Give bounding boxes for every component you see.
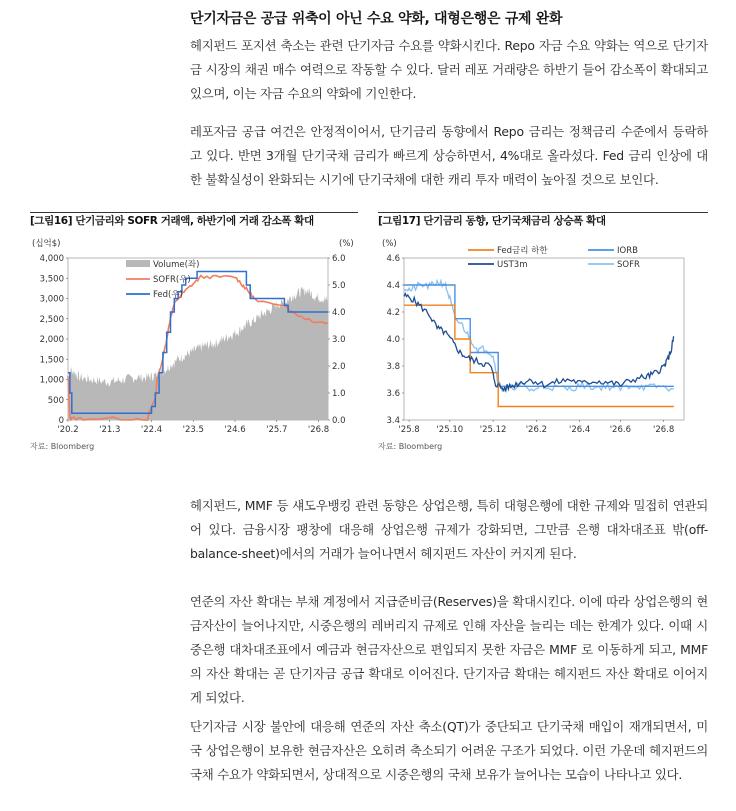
y-right-tick-label: 4.0	[332, 308, 346, 318]
y-tick-label: 3.4	[386, 416, 400, 426]
legend-label: Volume(좌)	[153, 260, 200, 270]
x-tick-label: '25.12	[479, 425, 507, 435]
x-tick-label: '26.8	[307, 425, 330, 435]
figure16-left-unit: (십억$)	[32, 239, 61, 249]
paragraph-top-1: 헤지펀드 포지션 축소는 관련 단기자금 수요를 약화시킨다. Repo 자금 수요 약화는 역으로 단기자금 시장의 채권 매수 여력으로 작동할 수 있다. 달러 레포 거래량은 하반기 들어 감소폭이 확대되고 있으며, 이는 자금 수요의 약화에 기인한다.	[190, 38, 708, 101]
y-left-tick-label: 3,500	[39, 274, 64, 285]
figure16-chart	[30, 230, 360, 440]
x-tick-label: '22.4	[140, 425, 163, 435]
y-left-tick-label: 1,500	[39, 355, 64, 366]
x-tick-label: '25.8	[398, 425, 420, 435]
x-tick-label: '25.7	[266, 425, 288, 435]
x-tick-label: '24.6	[224, 425, 246, 435]
x-tick-label: '20.2	[57, 425, 79, 435]
legend-label: SOFR(우)	[153, 275, 191, 285]
y-left-tick-label: 500	[47, 395, 64, 406]
figure16-source: 자료: Bloomberg	[30, 442, 95, 451]
figure17-chart	[378, 230, 708, 440]
y-left-tick-label: 2,500	[39, 314, 64, 325]
y-right-tick-label: 2.0	[332, 362, 346, 372]
section-heading: 단기자금은 공급 위축이 아닌 수요 약화, 대형은행은 규제 완화	[190, 11, 563, 27]
y-tick-label: 4.2	[386, 308, 400, 318]
legend-label: Fed(우)	[153, 290, 183, 300]
figure17-title: [그림17] 단기금리 동향, 단기국채금리 상승폭 확대	[378, 215, 606, 227]
y-tick-label: 3.8	[386, 362, 400, 372]
y-left-tick-label: 0	[58, 416, 64, 426]
y-right-tick-label: 5.0	[332, 281, 346, 291]
x-tick-label: '26.4	[569, 425, 591, 435]
x-tick-label: '23.5	[182, 425, 204, 435]
legend-label: IORB	[617, 246, 638, 256]
paragraph-bottom-2: 연준의 자산 확대는 부채 계정에서 지급준비금(Reserves)을 확대시킨다. 이에 따라 상업은행의 현금자산이 늘어나지만, 시중은행의 레버리지 규제로 인해 자산을 늘리는 데는 한계가 있다. 이때 시중은행 대차대조표에서 예금과 현금자산으로 편입되지 못한 자금은 MMF 로 이동하게 되고, MMF 의 자산 확대는 곧 단기자금 공급 확대로 이어진다. 단기자금 확대는 헤지펀드 자산 확대로 이어지게 되었다.	[190, 594, 708, 705]
y-tick-label: 4.4	[386, 281, 400, 291]
legend-label: Fed금리 하한	[497, 246, 548, 256]
y-left-tick-label: 2,000	[39, 335, 64, 345]
y-left-tick-label: 3,000	[39, 294, 64, 305]
figure17-source: 자료: Bloomberg	[378, 442, 443, 451]
legend-swatch-volume	[126, 260, 150, 267]
y-right-tick-label: 6.0	[332, 254, 346, 264]
y-left-tick-label: 4,000	[39, 254, 64, 264]
y-right-tick-label: 1.0	[332, 389, 346, 399]
paragraph-bottom-1: 헤지펀드, MMF 등 섀도우뱅킹 관련 동향은 상업은행, 특히 대형은행에 대한 규제와 밀접히 연관되어 있다. 금융시장 팽창에 대응해 상업은행 규제가 강화되면, 그만큼 은행 대차대조표 밖(off-balance-sheet)에서의 거래가 늘어나면서 헤지펀드 자산이 커지게 된다.	[190, 498, 708, 561]
figure17-unit: (%)	[382, 239, 397, 249]
y-tick-label: 4.6	[386, 254, 400, 264]
x-tick-label: '25.10	[436, 425, 464, 435]
x-tick-label: '26.2	[525, 425, 547, 435]
legend-label: UST3m	[497, 260, 528, 270]
y-right-tick-label: 0.0	[332, 416, 346, 426]
x-tick-label: '21.3	[99, 425, 121, 435]
paragraph-bottom-3: 단기자금 시장 불안에 대응해 연준의 자산 축소(QT)가 중단되고 단기국채 매입이 재개되면서, 미국 상업은행이 보유한 현금자산은 오히려 축소되기 어려운 구조가 되었다. 이런 가운데 헤지펀드의 국채 수요가 약화되면서, 상대적으로 시중은행의 국채 보유가 늘어나는 모습이 나타나고 있다.	[190, 719, 708, 782]
y-tick-label: 4.0	[386, 335, 400, 345]
figure16-title: [그림16] 단기금리와 SOFR 거래액, 하반기에 거래 감소폭 확대	[30, 215, 314, 227]
y-right-tick-label: 3.0	[332, 335, 346, 345]
x-tick-label: '26.6	[609, 425, 631, 435]
figure16-right-unit: (%)	[339, 239, 354, 249]
legend-label: SOFR	[617, 260, 640, 270]
y-left-tick-label: 1,000	[39, 375, 64, 386]
x-tick-label: '26.8	[653, 425, 675, 435]
y-tick-label: 3.6	[386, 389, 400, 399]
paragraph-top-2: 레포자금 공급 여건은 안정적이어서, 단기금리 동향에서 Repo 금리는 정책금리 수준에서 등락하고 있다. 반면 3개월 단기국채 금리가 빠르게 상승하면서, 4%대로 올라섰다. Fed 금리 인상에 대한 불확실성이 완화되는 시기에 단기국채에 대한 캐리 투자 매력이 높아질 것으로 보인다.	[190, 124, 708, 187]
